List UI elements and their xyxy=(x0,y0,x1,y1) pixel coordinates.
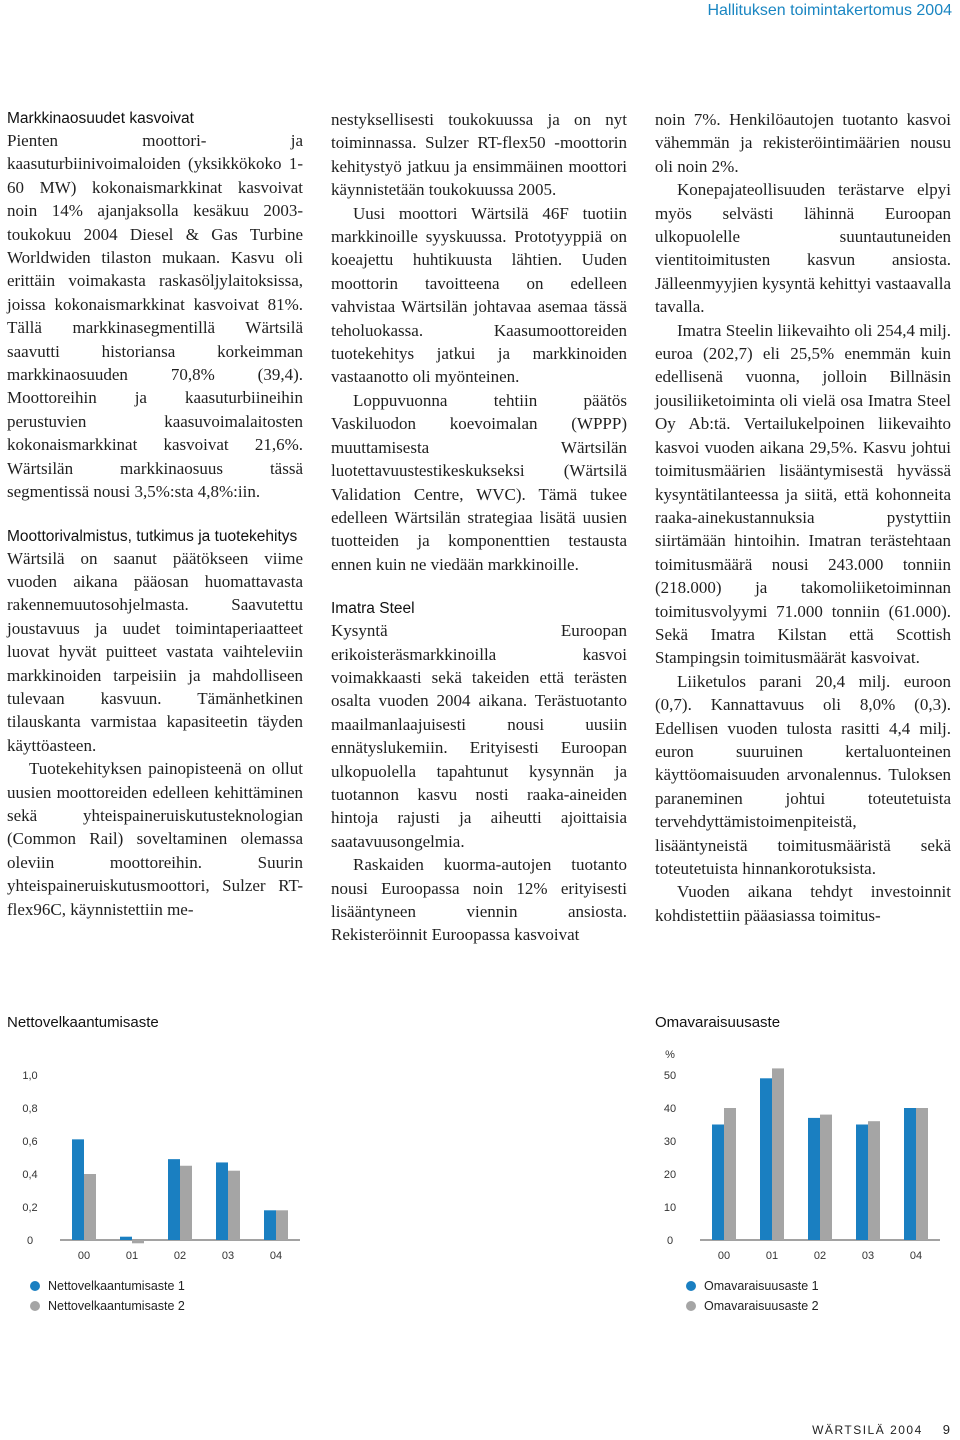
bar-04-series-1 xyxy=(904,1108,916,1240)
bar-00-series-1 xyxy=(72,1139,84,1240)
section-heading-imatra-steel: Imatra Steel xyxy=(331,600,415,618)
paragraph: nestyksellisesti toukokuussa ja on nyt toiminnassa. Sulzer RT-flex50 -moottorin kehitystyö jatkuu ja ensimmäinen moottori käynnistetään toukokuussa 2005. xyxy=(331,110,627,200)
y-tick-label: 40 xyxy=(663,1103,677,1115)
legend-swatch-series-1 xyxy=(686,1281,696,1291)
chart-legend-omavaraisuusaste xyxy=(686,1276,819,1316)
text-column-3 xyxy=(655,108,951,927)
chart-omavaraisuusaste xyxy=(640,1040,960,1270)
footer-brand: WÄRTSILÄ 2004 xyxy=(812,1423,923,1437)
paragraph: Raskaiden kuorma-autojen tuotanto nousi Euroopassa noin 12% erityisesti lisääntyneen viennin ansiosta. Rekisteröinnit Euroopassa kasvoivat xyxy=(331,855,627,945)
legend-swatch-series-1 xyxy=(30,1281,40,1291)
bar-01-series-1 xyxy=(120,1237,132,1240)
paragraph: Imatra Steelin liikevaihto oli 254,4 milj. euroa (202,7) eli 25,5% enemmän kuin edellisenä vuonna, jolloin Billnäsin jousiliiketoiminta oli vielä osa Imatra Steel Oy Ab:tä. Vertailukelpoinen liikevaihto kasvoi vuoden aikana 29,5%. Kasvu johtui toimitusmäärien lisääntymisestä hyvässä kysyntätilanteessa ja siitä, että kohonneita raaka-ainekustannuksia pystyttiin siirtämään hintoihin. Imatran terästehtaan toimitusmäärä nousi 243.000 tonniin (218.000) ja takomoliiketoiminnan toimitusvolyymi 71.000 tonniin (61.000). Sekä Imatra Kilstan että Scottish Stampingsin toimitusmäärät kasvoivat. xyxy=(655,320,951,668)
bar-02-series-2 xyxy=(180,1166,192,1240)
bar-01-series-1 xyxy=(760,1078,772,1240)
x-tick-label: 02 xyxy=(173,1250,187,1262)
bar-03-series-1 xyxy=(216,1162,228,1240)
x-tick-label: 01 xyxy=(765,1250,779,1262)
x-tick-label: 00 xyxy=(717,1250,731,1262)
paragraph: Wärtsilä on saanut päätökseen viime vuoden aikana pääosan huomattavasta rakennemuutosohjelmasta. Saavutettu joustavuus ja uudet toimintaperiaatteet luovat hyvät puitteet vastata vaihteleviin markkinoiden tarpeisiin ja mahdolliseen tulevaan kasvuun. Tämänhetkinen tilauskanta varmistaa kapasiteetin täyden käyttöasteen. xyxy=(7,548,303,755)
bar-00-series-2 xyxy=(724,1108,736,1240)
y-tick-label: 0,4 xyxy=(22,1169,38,1181)
x-tick-label: 04 xyxy=(909,1250,923,1262)
bar-03-series-2 xyxy=(868,1121,880,1240)
bar-02-series-1 xyxy=(808,1118,820,1240)
x-tick-label: 00 xyxy=(77,1250,91,1262)
bar-01-series-2 xyxy=(772,1068,784,1240)
paragraph: Uusi moottori Wärtsilä 46F tuotiin markkinoille syyskuussa. Prototyyppiä on koeajettu huhtikuusta lähtien. Uuden moottorin tavoitteena on edelleen vahvistaa Wärtsilän johtavaa asemaa tässä teholuokassa. Kaasumoottoreiden tuotekehitys jatkui ja markkinoiden vastaanotto oli myönteinen. xyxy=(331,203,627,387)
y-tick-label: 0,8 xyxy=(22,1103,38,1115)
x-tick-label: 03 xyxy=(861,1250,875,1262)
bar-00-series-1 xyxy=(712,1125,724,1241)
bar-03-series-2 xyxy=(228,1171,240,1240)
legend-label: Omavaraisuusaste 2 xyxy=(704,1299,819,1313)
bar-01-series-2 xyxy=(132,1240,144,1243)
paragraph: Loppuvuonna tehtiin päätös Vaskiluodon koevoimalan (WPPP) muuttamisesta Wärtsilän luotettavuustestikeskukseksi (Wärtsilä Validation Centre, WVC). Tämä tukee edelleen Wärtsilän strategiaa lisätä uusien tuotteiden ja komponenttien testausta ennen kuin ne viedään markkinoille. xyxy=(331,390,627,574)
paragraph: noin 7%. Henkilöautojen tuotanto kasvoi vähemmän ja rekisteröintimäärien nousu oli noin 2%. xyxy=(655,110,951,176)
y-tick-label: 30 xyxy=(663,1136,677,1148)
y-tick-label: 0 xyxy=(666,1235,674,1247)
y-tick-label: 0 xyxy=(26,1235,34,1247)
chart-title-nettovelkaantumisaste: Nettovelkaantumisaste xyxy=(7,1014,159,1031)
paragraph: Tuotekehityksen painopisteenä on ollut uusien moottoreiden edelleen kehittäminen sekä yhteispaineruiskutusteknologian (Common Rail) soveltaminen olemassa oleviin moottoreihin. Suurin yhteispaineruiskutusmoottori, Sulzer RT-flex96C, käynnistettiin me- xyxy=(7,759,303,919)
paragraph: Kysyntä Euroopan erikoisteräsmarkkinoilla kasvoi voimakkaasti sekä takeiden että terästen osalta vuoden 2004 aikana. Terästuotanto maailmanlaajuisesti nousi uusiin ennätyslukemiin. Erityisesti Euroopan ulkopuolella tapahtunut kysynnän ja tuotannon kasvu nosti raaka-aineiden hintoja rajusti ja aiheutti ajoittaisia saatavuusongelmia. xyxy=(331,621,627,851)
text-column-1 xyxy=(7,108,303,921)
y-tick-label: 0,6 xyxy=(22,1136,38,1148)
bar-04-series-1 xyxy=(264,1210,276,1240)
y-axis-unit-label: % xyxy=(665,1049,675,1061)
section-heading-markkinaosuudet: Markkinaosuudet kasvoivat xyxy=(7,110,194,127)
section-heading-moottorivalmistus: Moottorivalmistus, tutkimus ja tuotekehitys xyxy=(7,527,298,545)
legend-label: Omavaraisuusaste 1 xyxy=(704,1279,819,1293)
y-tick-label: 50 xyxy=(663,1070,677,1082)
chart-nettovelkaantumisaste xyxy=(0,1040,320,1270)
y-tick-label: 20 xyxy=(663,1169,677,1181)
bar-00-series-2 xyxy=(84,1174,96,1240)
y-tick-label: 0,2 xyxy=(22,1202,38,1214)
legend-swatch-series-2 xyxy=(30,1301,40,1311)
bar-02-series-1 xyxy=(168,1159,180,1240)
legend-swatch-series-2 xyxy=(686,1301,696,1311)
bar-04-series-2 xyxy=(916,1108,928,1240)
legend-label: Nettovelkaantumisaste 2 xyxy=(48,1299,185,1313)
x-tick-label: 01 xyxy=(125,1250,139,1262)
chart-legend-nettovelkaantumisaste xyxy=(30,1276,185,1316)
x-tick-label: 02 xyxy=(813,1250,827,1262)
x-tick-label: 04 xyxy=(269,1250,283,1262)
bar-02-series-2 xyxy=(820,1115,832,1240)
legend-label: Nettovelkaantumisaste 1 xyxy=(48,1279,185,1293)
paragraph: Vuoden aikana tehdyt investoinnit kohdistettiin pääasiassa toimitus- xyxy=(655,882,951,925)
x-tick-label: 03 xyxy=(221,1250,235,1262)
bar-03-series-1 xyxy=(856,1125,868,1241)
page-header-title: Hallituksen toimintakertomus 2004 xyxy=(707,2,952,19)
paragraph: Pienten moottori- ja kaasuturbiinivoimaloiden (yksikkökoko 1-60 MW) kokonaismarkkinat kasvoivat noin 14% ajanjaksolla kesäkuu 2003-toukokuu 2004 Diesel & Gas Turbine Worldwiden tilaston mukaan. Kasvu oli erittäin voimakasta raskasöljylaitoksissa, joissa kokonaismarkkinat kasvoivat 81%. Tällä markkinasegmentillä Wärtsilä saavutti historiansa korkeimman markkinaosuuden 70,8% (39,4). Moottoreihin ja kaasuturbiineihin perustuvien kaasuvoimalaitosten kokonaismarkkinat kasvoivat 21,6%. Wärtsilän markkinaosuus tässä segmentissä nousi 3,5%:sta 4,8%:iin. xyxy=(7,131,303,502)
paragraph: Konepajateollisuuden terästarve elpyi myös selvästi lähinnä Euroopan ulkopuolelle suuntautuneiden vientitoimitusten kasvun ansiosta. Jälleenmyyjien kysyntä kehittyi vastaavalla tavalla. xyxy=(655,180,951,317)
page-footer xyxy=(812,1422,950,1437)
page-number: 9 xyxy=(942,1422,950,1437)
paragraph: Liiketulos parani 20,4 milj. euroon (0,7). Kannattavuus oli 8,0% (0,3). Edellisen vuoden tulosta rasitti 4,4 milj. euron suuruinen kertaluonteinen käyttöomaisuuden arvonalennus. Tuloksen paraneminen johtui toteutetuista tervehdyttämistoimenpiteistä, lisääntyneistä toimitusmääristä sekä toteutetuista hinnankorotuksista. xyxy=(655,671,951,878)
y-tick-label: 10 xyxy=(663,1202,677,1214)
bar-04-series-2 xyxy=(276,1210,288,1240)
y-tick-label: 1,0 xyxy=(22,1070,38,1082)
chart-title-omavaraisuusaste: Omavaraisuusaste xyxy=(655,1014,781,1031)
text-column-2 xyxy=(331,108,627,947)
